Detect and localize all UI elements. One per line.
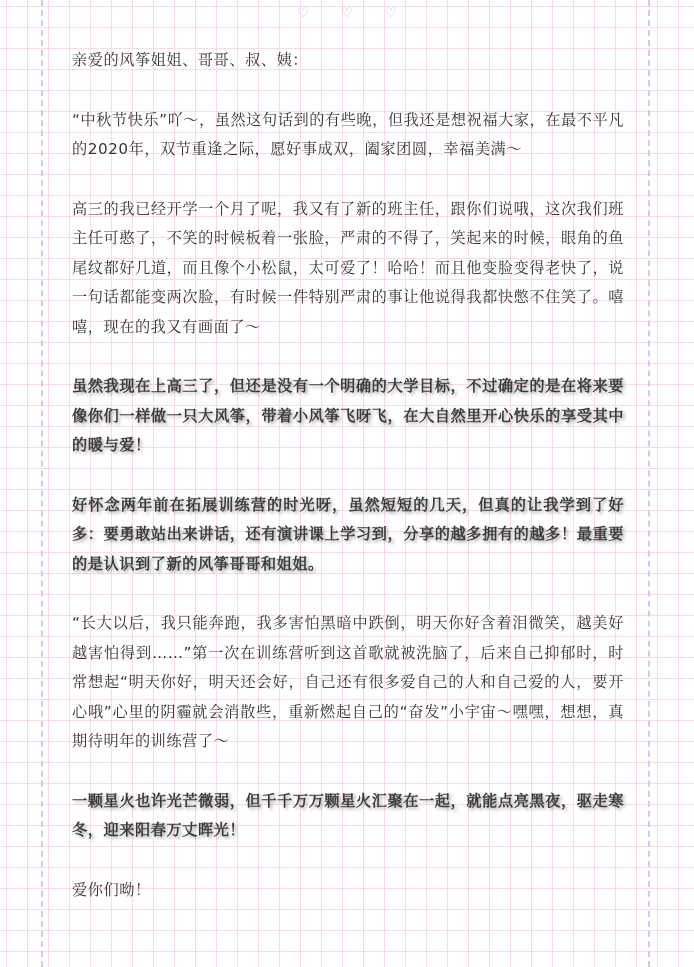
letter-paragraph: 高三的我已经开学一个月了呢，我又有了新的班主任，跟你们说哦，这次我们班主任可憨了，不笑的时候板着一张脸，严肃的不得了，笑起来的时候，眼角的鱼尾纹都好几道，而且像个小松鼠，太可爱了！哈哈！而且他变脸变得老快了，说一句话都能变两次脸，有时候一件特别严肃的事让他说得我都快憋不住笑了。嘻嘻，现在的我又有画面了～: [72, 199, 624, 336]
heart-icon: ♡: [384, 6, 397, 21]
heart-icon: ♡: [297, 6, 310, 21]
heart-icon: ♡: [341, 6, 353, 21]
left-margin-line: [41, 0, 43, 967]
right-margin-line: [648, 0, 650, 967]
letter-paragraph: “中秋节快乐”吖～，虽然这句话到的有些晚，但我还是想祝福大家，在最不平凡的2020年，双节重逢之际，愿好事成双，阖家团圆，幸福美满～: [72, 110, 624, 158]
letter-paragraph-emphasis: 一颗星火也许光芒微弱，但千千万万颗星火汇聚在一起，就能点亮黑夜，驱走寒冬，迎来阳春万丈晖光！: [72, 791, 624, 839]
letter-paragraph-emphasis: 好怀念两年前在拓展训练营的时光呀，虽然短短的几天，但真的让我学到了好多：要勇敢站出来讲话，还有演讲课上学习到，分享的越多拥有的越多！最重要的是认识到了新的风筝哥哥和姐姐。: [72, 495, 624, 573]
letter-paragraph: “长大以后，我只能奔跑，我多害怕黑暗中跌倒，明天你好含着泪微笑，越美好越害怕得到……”第一次在训练营听到这首歌就被洗脑了，后来自己抑郁时，时常想起“明天你好，明天还会好，自己还有很多爱自己的人和自己爱的人，要开心哦”心里的阴霾就会消散些，重新燃起自己的“奋发”小宇宙～嘿嘿，想想，真期待明年的训练营了～: [72, 614, 624, 750]
letter-paragraph-emphasis: 虽然我现在上高三了，但还是没有一个明确的大学目标，不过确定的是在将来要像你们一样做一只大风筝，带着小风筝飞呀飞，在大自然里开心快乐的享受其中的暖与爱！: [72, 377, 624, 454]
letter-greeting: 亲爱的风筝姐姐、哥哥、叔、姨：: [72, 51, 309, 69]
letter-closing: 爱你们呦！: [72, 880, 151, 899]
heart-decoration: [0, 6, 694, 21]
letter-body: [72, 46, 624, 935]
